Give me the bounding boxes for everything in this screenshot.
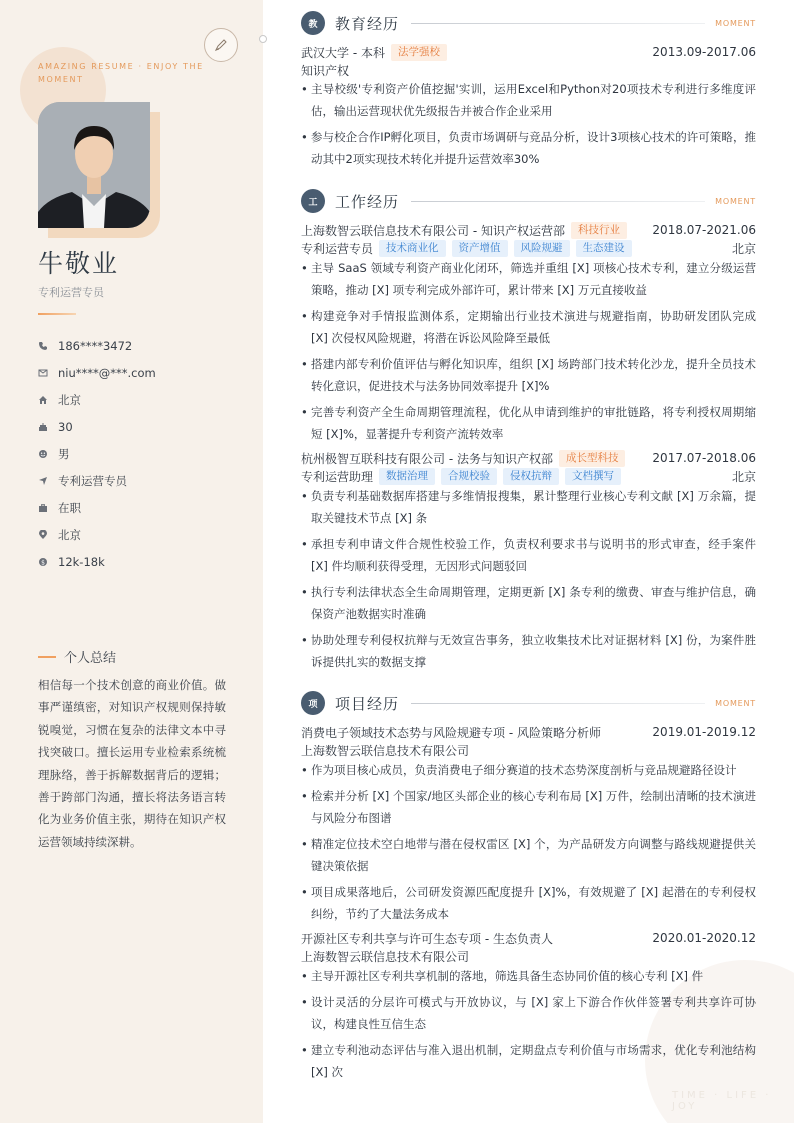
section-work-header	[301, 189, 756, 213]
info-gender	[38, 440, 156, 467]
info-age	[38, 413, 156, 440]
section-badge: 工	[301, 189, 325, 213]
education-entry	[301, 43, 756, 166]
work-city: 北京	[731, 241, 756, 256]
list-item: • 精准定位技术空白地带与潜在侵权雷区 [X] 个，为产品研发方向调整与路线规避提供关键决策依据	[301, 833, 756, 877]
role: 专利运营专员	[301, 241, 374, 256]
list-item: • 构建竞争对手情报监测体系，定期输出行业技术演进与规避指南，协助研发团队完成 [X] 次侵权风险规避，将潜在诉讼风险降至最低	[301, 305, 756, 349]
school-tag: 法学强校	[391, 44, 447, 61]
list-item: • 搭建内部专利价值评估与孵化知识库，组织 [X] 场跨部门技术转化沙龙，提升全员技术转化意识，促进技术与法务协同效率提升 [X]%	[301, 353, 756, 397]
svg-text:$: $	[41, 559, 45, 566]
gender-icon	[38, 449, 58, 459]
section-projects-header	[301, 691, 756, 715]
age-text: 30	[58, 419, 73, 434]
summary-heading	[38, 647, 116, 666]
list-item: • 项目成果落地后，公司研发资源匹配度提升 [X]%，有效规避了 [X] 起潜在的专利侵权纠纷，节约了大量法务成本	[301, 881, 756, 925]
skill-tag: 数据治理	[379, 468, 435, 485]
mail-icon	[38, 368, 58, 378]
project-entry	[301, 723, 756, 921]
info-salary	[38, 548, 156, 575]
summary-text: 相信每一个技术创意的商业价值。做事严谨缜密，对知识产权规则保持敏锐嗅觉，习惯在复杂的法律文本中寻找突破口。擅长运用专业检索系统梳理脉络，善于拆解数据背后的逻辑；善于跨部门沟通，擅长将法务语言转化为业务价值主张，期待在知识产权运营领域持续深耕。	[38, 678, 226, 849]
list-item: • 主导校级'专利资产价值挖掘'实训，运用Excel和Python对20项技术专利进行多维度评估，输出运营现状优先级报告并被合作企业采用	[301, 78, 756, 122]
list-item: • 检索并分析 [X] 个国家/地区头部企业的核心专利布局 [X] 万件，绘制出清晰的技术演进与风险分布图谱	[301, 785, 756, 829]
major: 知识产权	[301, 63, 350, 78]
slogan: AMAZING RESUME · ENJOY THE MOMENT	[38, 62, 204, 84]
phone-icon	[38, 341, 58, 351]
project-date: 2020.01-2020.12	[652, 931, 756, 945]
salary-text: 12k-18k	[58, 554, 105, 569]
info-location	[38, 521, 156, 548]
list-item: • 建立专利池动态评估与准入退出机制，定期盘点专利价值与市场需求，优化专利池结构 [X] 次	[301, 1039, 756, 1083]
project-name: 消费电子领域技术态势与风险规避专项 - 风险策略分析师	[301, 725, 601, 740]
project-date: 2019.01-2019.12	[652, 725, 756, 739]
list-item: • 执行专利法律状态全生命周期管理，定期更新 [X] 条专利的缴费、审查与维护信息，确保资产池数据实时准确	[301, 581, 756, 625]
position-text: 专利运营专员	[58, 473, 127, 488]
project-name: 开源社区专利共享与许可生态专项 - 生态负责人	[301, 931, 553, 946]
email-text: niu****@***.com	[58, 365, 156, 380]
role: 专利运营助理	[301, 469, 374, 484]
list-item: • 主导 SaaS 领域专利资产商业化闭环，筛选并重组 [X] 项核心技术专利，建立分级运营策略，推动 [X] 项专利完成外部许可，累计带来 [X] 万元直接收益	[301, 257, 756, 301]
salary-icon	[38, 557, 58, 567]
work-date: 2018.07-2021.06	[652, 223, 756, 237]
work-date: 2017.07-2018.06	[652, 451, 756, 465]
watermark: TIME · LIFE · JOY	[672, 1090, 772, 1112]
company-name: 杭州极智互联科技有限公司 - 法务与知识产权部	[301, 451, 553, 466]
work-city: 北京	[731, 469, 756, 484]
skill-tag: 合规校验	[441, 468, 497, 485]
school-name: 武汉大学 - 本科	[301, 45, 385, 60]
section-moment-label: MOMENT	[715, 196, 756, 206]
list-item: • 负责专利基础数据库搭建与多维情报搜集，累计整理行业核心专利文献 [X] 万余篇，提取关键技术节点 [X] 条	[301, 485, 756, 529]
list-item: • 参与校企合作IP孵化项目，负责市场调研与竞品分析，设计3项核心技术的许可策略，推动其中2项实现技术转化并提升运营效率30%	[301, 126, 756, 170]
section-moment-label: MOMENT	[715, 698, 756, 708]
industry-tag: 成长型科技	[559, 450, 626, 467]
location-pin-icon	[38, 530, 58, 540]
gender-text: 男	[58, 446, 70, 461]
decorative-dot	[259, 35, 267, 43]
contact-info-list	[38, 332, 156, 575]
pen-icon	[204, 28, 238, 62]
skill-tag: 生态建设	[576, 240, 632, 257]
section-title: 工作经历	[335, 192, 400, 211]
location-text: 北京	[58, 527, 81, 542]
info-status	[38, 494, 156, 521]
info-phone	[38, 332, 156, 359]
list-item: • 设计灵活的分层许可模式与开放协议，与 [X] 家上下游合作伙伴签署专利共享许可协议，构建良性互信生态	[301, 991, 756, 1035]
skill-tag: 资产增值	[452, 240, 508, 257]
education-date: 2013.09-2017.06	[652, 45, 756, 59]
info-home	[38, 386, 156, 413]
skill-tag: 技术商业化	[379, 240, 446, 257]
section-badge: 项	[301, 691, 325, 715]
info-email	[38, 359, 156, 386]
briefcase-icon	[38, 503, 58, 513]
list-item: • 承担专利申请文件合规性校验工作，负责权利要求书与说明书的形式审查，经手案件 [X] 件均顺利获得受理，无因形式问题驳回	[301, 533, 756, 577]
section-title: 教育经历	[335, 14, 400, 33]
section-education-header	[301, 11, 756, 35]
company-name: 上海数智云联信息技术有限公司 - 知识产权运营部	[301, 223, 565, 238]
profile-photo	[38, 102, 150, 228]
project-entry	[301, 929, 756, 1079]
candidate-title: 专利运营专员	[38, 286, 104, 299]
status-text: 在职	[58, 500, 81, 515]
home-text: 北京	[58, 392, 81, 407]
industry-tag: 科技行业	[571, 222, 627, 239]
candidate-name: 牛敬业	[38, 249, 120, 278]
list-item: • 协助处理专利侵权抗辩与无效宣告事务，独立收集技术比对证据材料 [X] 份，为案件胜诉提供扎实的数据支撑	[301, 629, 756, 673]
phone-text: 186****3472	[58, 338, 133, 353]
work-entry	[301, 449, 756, 669]
section-moment-label: MOMENT	[715, 18, 756, 28]
list-item: • 主导开源社区专利共享机制的落地，筛选具备生态协同价值的核心专利 [X] 件	[301, 965, 756, 987]
info-position	[38, 467, 156, 494]
list-item: • 完善专利资产全生命周期管理流程，优化从申请到维护的审批链路，将专利授权周期缩短 [X]%，显著提升专利资产流转效率	[301, 401, 756, 445]
work-entry	[301, 221, 756, 441]
section-badge: 教	[301, 11, 325, 35]
skill-tag: 侵权抗辩	[503, 468, 559, 485]
sidebar	[0, 0, 263, 1123]
summary-title: 个人总结	[64, 651, 117, 666]
skill-tag: 文档撰写	[565, 468, 621, 485]
project-org: 上海数智云联信息技术有限公司	[301, 949, 470, 964]
list-item: • 作为项目核心成员，负责消费电子细分赛道的技术态势深度剖析与竞品规避路径设计	[301, 759, 756, 781]
home-icon	[38, 395, 58, 405]
divider	[38, 313, 76, 315]
skill-tag: 风险规避	[514, 240, 570, 257]
send-icon	[38, 476, 58, 486]
section-title: 项目经历	[335, 694, 400, 713]
project-org: 上海数智云联信息技术有限公司	[301, 743, 470, 758]
cake-icon	[38, 422, 58, 432]
